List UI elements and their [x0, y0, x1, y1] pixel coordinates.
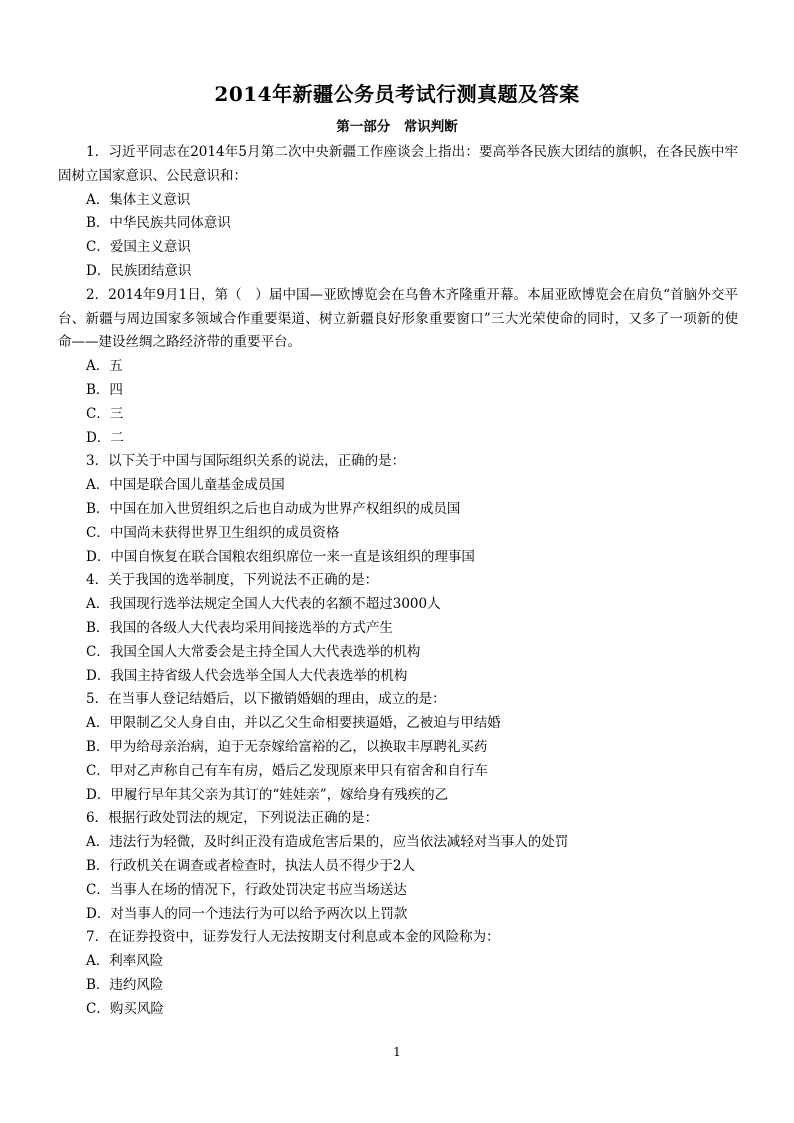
question-1-option-a: A．集体主义意识: [86, 191, 191, 208]
question-1-option-d: D．民族团结意识: [86, 262, 192, 279]
question-7-option-a: A．利率风险: [86, 953, 164, 970]
question-5-option-d: D．甲履行早年其父亲为其订的“娃娃亲”，嫁给身有残疾的乙: [86, 786, 449, 803]
question-4-option-b: B．我国的各级人大代表均采用间接选举的方式产生: [86, 619, 393, 636]
question-1: 1．习近平同志在2014年5月第二次中央新疆工作座谈会上指出：要高举各民族大团结的旗帜，在各民族中牢固树立国家意识、公民意识和：: [58, 144, 738, 184]
question-7-option-c: C．购买风险: [86, 1000, 164, 1017]
page-number: 1: [393, 1045, 401, 1059]
question-3-option-a: A．中国是联合国儿童基金成员国: [86, 477, 285, 494]
question-4-option-c: C．我国全国人大常委会是主持全国人大代表选举的机构: [86, 643, 421, 660]
question-6: 6．根据行政处罚法的规定，下列说法正确的是：: [86, 810, 379, 827]
question-2-option-b: B．四: [86, 381, 123, 398]
question-4-option-d: D．我国主持省级人代会选举全国人大代表选举的机构: [86, 667, 408, 684]
section-heading: 第一部分 常识判断: [336, 119, 458, 135]
question-5-option-b: B．甲为给母亲治病，迫于无奈嫁给富裕的乙，以换取丰厚聘礼买药: [86, 738, 488, 755]
question-3-option-c: C．中国尚未获得世界卫生组织的成员资格: [86, 524, 340, 541]
question-2-option-a: A．五: [86, 358, 123, 375]
question-list: [58, 141, 738, 1021]
question-4: 4．关于我国的选举制度，下列说法不正确的是：: [86, 572, 379, 589]
question-7-option-b: B．违约风险: [86, 976, 164, 993]
question-2: 2．2014年9月1日，第（ ）届中国—亚欧博览会在乌鲁木齐隆重开幕。本届亚欧博览会在肩负“首脑外交平台、新疆与周边国家多领域合作重要渠道、树立新疆良好形象重要窗口”三大光荣使命的同时，又多了一项新的使命——建设丝绸之路经济带的重要平台。: [58, 286, 738, 351]
question-7: 7．在证券投资中，证券发行人无法按期支付利息或本金的风险称为：: [86, 929, 500, 946]
question-1-option-b: B．中华民族共同体意识: [86, 215, 231, 232]
question-5-option-a: A．甲限制乙父人身自由，并以乙父生命相要挟逼婚，乙被迫与甲结婚: [86, 715, 501, 732]
question-3-option-b: B．中国在加入世贸组织之后也自动成为世界产权组织的成员国: [86, 500, 461, 517]
document-title: 2014年新疆公务员考试行测真题及答案: [214, 82, 580, 106]
question-5: 5．在当事人登记结婚后，以下撤销婚姻的理由，成立的是：: [86, 691, 446, 708]
question-6-option-d: D．对当事人的同一个违法行为可以给予两次以上罚款: [86, 905, 408, 922]
question-5-option-c: C．甲对乙声称自己有车有房，婚后乙发现原来甲只有宿舍和自行车: [86, 762, 488, 779]
question-6-option-b: B．行政机关在调查或者检查时，执法人员不得少于2人: [86, 857, 416, 874]
question-6-option-c: C．当事人在场的情况下，行政处罚决定书应当场送达: [86, 881, 407, 898]
question-2-option-c: C．三: [86, 405, 124, 422]
question-2-option-d: D．二: [86, 429, 124, 446]
question-3: 3．以下关于中国与国际组织关系的说法，正确的是：: [86, 453, 406, 470]
question-3-option-d: D．中国自恢复在联合国粮农组织席位一来一直是该组织的理事国: [86, 548, 475, 565]
question-1-option-c: C．爱国主义意识: [86, 239, 191, 256]
question-4-option-a: A．我国现行选举法规定全国人大代表的名额不超过3000人: [86, 596, 441, 613]
question-6-option-a: A．违法行为轻微，及时纠正没有造成危害后果的，应当依法减轻对当事人的处罚: [86, 834, 569, 851]
